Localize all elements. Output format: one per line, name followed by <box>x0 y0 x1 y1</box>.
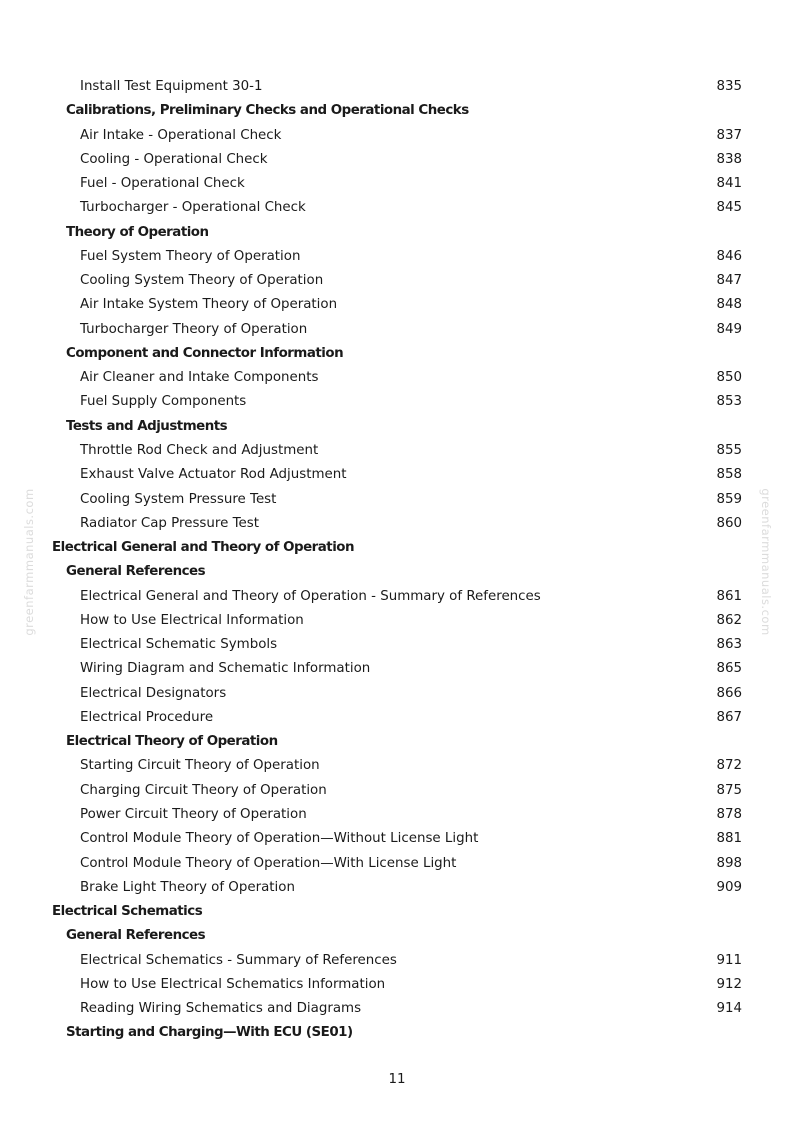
toc-entry-page: 846 <box>716 248 742 264</box>
toc-entry[interactable] <box>0 657 794 681</box>
toc-entry[interactable] <box>0 585 794 609</box>
toc-entry[interactable] <box>0 512 794 536</box>
toc-entry[interactable] <box>0 293 794 317</box>
toc-entry-title: How to Use Electrical Information <box>80 612 304 628</box>
toc-section-heading[interactable] <box>0 924 794 948</box>
toc-entry-title: Component and Connector Information <box>66 345 344 361</box>
toc-entry-title: Wiring Diagram and Schematic Information <box>80 661 371 677</box>
toc-entry-title: Throttle Rod Check and Adjustment <box>80 442 319 458</box>
toc-entry-title: Cooling System Pressure Test <box>80 491 277 507</box>
toc-entry[interactable] <box>0 633 794 657</box>
toc-entry[interactable] <box>0 390 794 414</box>
toc-entry-title: Charging Circuit Theory of Operation <box>80 782 327 798</box>
toc-entry-page: 858 <box>716 467 742 483</box>
toc-entry[interactable] <box>0 779 794 803</box>
toc-entry[interactable] <box>0 803 794 827</box>
toc-entry-title: Air Intake System Theory of Operation <box>80 297 338 313</box>
table-of-contents <box>0 75 794 1046</box>
toc-entry[interactable] <box>0 196 794 220</box>
toc-entry-title: Electrical General and Theory of Operation - Summary of References <box>80 588 541 604</box>
toc-entry-title: Calibrations, Preliminary Checks and Operational Checks <box>66 103 469 119</box>
toc-entry-page: 872 <box>716 758 742 774</box>
toc-entry-title: Electrical General and Theory of Operation <box>52 540 355 556</box>
toc-entry-title: Exhaust Valve Actuator Rod Adjustment <box>80 467 347 483</box>
toc-entry-page: 850 <box>716 370 742 386</box>
toc-entry-title: General References <box>66 564 206 580</box>
toc-entry-title: Control Module Theory of Operation—With License Light <box>80 855 457 871</box>
page-number: 11 <box>388 1072 406 1087</box>
toc-section-heading[interactable] <box>0 1021 794 1045</box>
toc-entry-page: 859 <box>716 491 742 507</box>
toc-entry-title: Starting Circuit Theory of Operation <box>80 758 320 774</box>
toc-entry-page: 849 <box>716 321 742 337</box>
toc-entry-title: Electrical Theory of Operation <box>66 734 278 750</box>
toc-entry-title: Fuel Supply Components <box>80 394 247 410</box>
toc-entry-page: 914 <box>716 1001 742 1017</box>
toc-entry-page: 845 <box>716 200 742 216</box>
toc-entry-title: How to Use Electrical Schematics Information <box>80 976 386 992</box>
toc-entry-title: Turbocharger Theory of Operation <box>80 321 308 337</box>
toc-entry-page: 847 <box>716 273 742 289</box>
toc-entry[interactable] <box>0 706 794 730</box>
toc-entry-page: 848 <box>716 297 742 313</box>
toc-entry-page: 853 <box>716 394 742 410</box>
toc-entry-title: Electrical Procedure <box>80 709 214 725</box>
toc-entry-page: 855 <box>716 442 742 458</box>
toc-entry[interactable] <box>0 876 794 900</box>
toc-entry-page: 875 <box>716 782 742 798</box>
toc-entry-title: Control Module Theory of Operation—Without License Light <box>80 831 479 847</box>
toc-section-heading[interactable] <box>0 560 794 584</box>
toc-entry-title: Cooling - Operational Check <box>80 151 268 167</box>
toc-entry-title: Electrical Schematic Symbols <box>80 637 278 653</box>
toc-entry-title: Electrical Schematics - Summary of References <box>80 952 397 968</box>
toc-entry[interactable] <box>0 852 794 876</box>
toc-entry-page: 841 <box>716 176 742 192</box>
toc-entry[interactable] <box>0 609 794 633</box>
toc-entry[interactable] <box>0 318 794 342</box>
toc-entry-title: Air Cleaner and Intake Components <box>80 370 319 386</box>
toc-entry-page: 835 <box>716 79 742 94</box>
toc-section-heading[interactable] <box>0 730 794 754</box>
toc-entry-title: Theory of Operation <box>66 224 209 240</box>
toc-entry[interactable] <box>0 245 794 269</box>
toc-entry-title: Electrical Designators <box>80 685 227 701</box>
toc-entry-page: 866 <box>716 685 742 701</box>
toc-section-heading[interactable] <box>0 900 794 924</box>
toc-section-heading[interactable] <box>0 342 794 366</box>
toc-entry[interactable] <box>0 949 794 973</box>
toc-entry-page: 912 <box>716 976 742 992</box>
toc-entry-title: Turbocharger - Operational Check <box>80 200 306 216</box>
toc-entry[interactable] <box>0 172 794 196</box>
toc-entry[interactable] <box>0 124 794 148</box>
toc-entry-title: Power Circuit Theory of Operation <box>80 806 307 822</box>
toc-entry[interactable] <box>0 75 794 99</box>
toc-entry[interactable] <box>0 997 794 1021</box>
toc-entry-page: 881 <box>716 831 742 847</box>
toc-entry-page: 898 <box>716 855 742 871</box>
toc-section-heading[interactable] <box>0 99 794 123</box>
toc-entry-page: 861 <box>716 588 742 604</box>
toc-entry[interactable] <box>0 827 794 851</box>
toc-entry-page: 862 <box>716 612 742 628</box>
toc-entry-title: Fuel System Theory of Operation <box>80 248 301 264</box>
watermark-left: greenfarmmanuals.com <box>22 488 36 636</box>
toc-entry-page: 867 <box>716 709 742 725</box>
toc-section-heading[interactable] <box>0 221 794 245</box>
toc-entry-title: Install Test Equipment 30-1 <box>80 79 263 94</box>
watermark-right: greenfarmmanuals.com <box>759 488 773 636</box>
toc-entry-title: Starting and Charging—With ECU (SE01) <box>66 1025 353 1041</box>
toc-entry[interactable] <box>0 269 794 293</box>
toc-entry-page: 878 <box>716 806 742 822</box>
toc-entry-title: General References <box>66 928 206 944</box>
toc-entry[interactable] <box>0 973 794 997</box>
toc-entry-title: Fuel - Operational Check <box>80 176 245 192</box>
toc-entry-page: 837 <box>716 127 742 143</box>
toc-entry-title: Electrical Schematics <box>52 904 203 920</box>
toc-section-heading[interactable] <box>0 536 794 560</box>
toc-entry[interactable] <box>0 682 794 706</box>
toc-entry[interactable] <box>0 754 794 778</box>
toc-entry[interactable] <box>0 366 794 390</box>
toc-entry-page: 863 <box>716 637 742 653</box>
toc-entry-title: Tests and Adjustments <box>66 418 228 434</box>
toc-section-heading[interactable] <box>0 415 794 439</box>
toc-entry[interactable] <box>0 439 794 463</box>
toc-entry-page: 911 <box>716 952 742 968</box>
toc-entry-page: 860 <box>716 515 742 531</box>
toc-entry-title: Cooling System Theory of Operation <box>80 273 324 289</box>
toc-entry[interactable] <box>0 148 794 172</box>
toc-entry[interactable] <box>0 463 794 487</box>
toc-entry-title: Reading Wiring Schematics and Diagrams <box>80 1001 362 1017</box>
toc-entry-page: 865 <box>716 661 742 677</box>
toc-entry-page: 909 <box>716 879 742 895</box>
toc-entry-title: Air Intake - Operational Check <box>80 127 282 143</box>
toc-entry-title: Brake Light Theory of Operation <box>80 879 295 895</box>
toc-entry-page: 838 <box>716 151 742 167</box>
toc-entry[interactable] <box>0 488 794 512</box>
toc-entry-title: Radiator Cap Pressure Test <box>80 515 259 531</box>
